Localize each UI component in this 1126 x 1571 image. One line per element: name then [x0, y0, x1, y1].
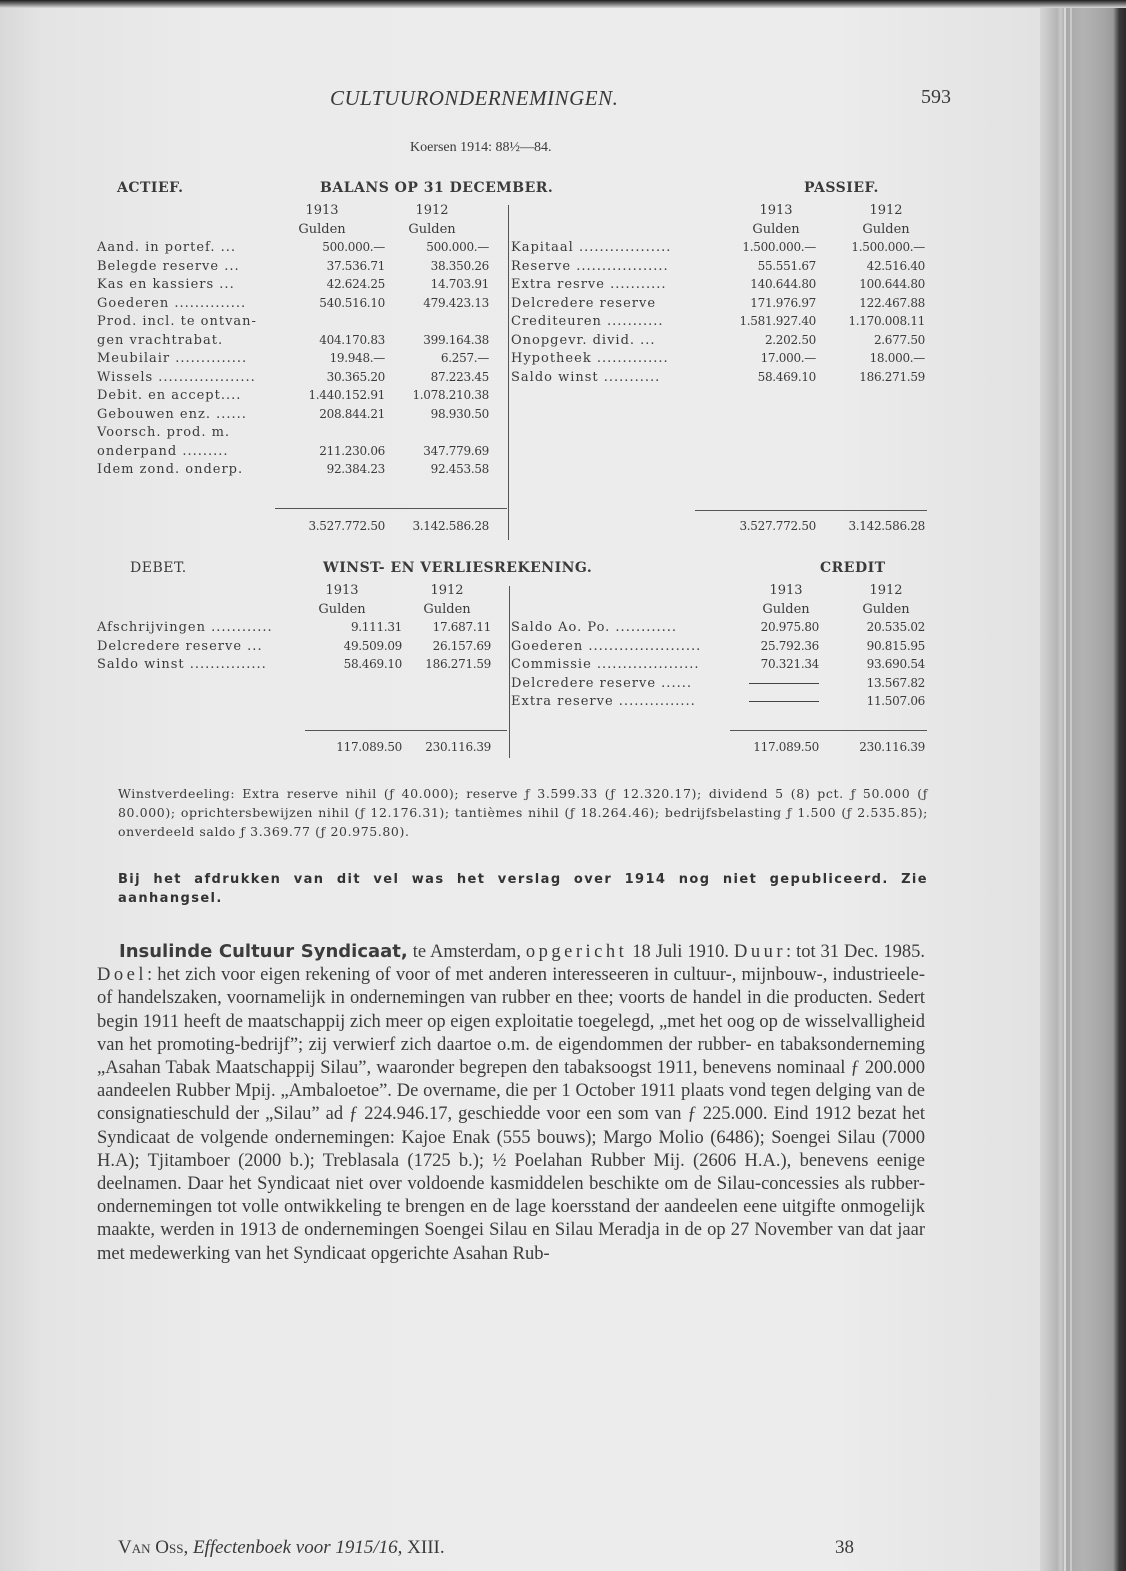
actief-total-rule [275, 508, 507, 509]
footer-author: Van Oss [118, 1537, 184, 1558]
value-1912: 500.000.— [426, 240, 489, 254]
page-footer: Van Oss, Effectenboek voor 1915/16, XIII. [118, 1537, 445, 1558]
value-1912: 1.078.210.38 [412, 388, 489, 402]
row-label: Belegde reserve ... [97, 258, 240, 274]
table-row [511, 370, 931, 389]
table-row [97, 240, 507, 259]
row-label: Debit. en accept.... [97, 388, 242, 403]
opgericht-label: opgericht [525, 942, 628, 962]
table-row [97, 639, 507, 658]
debet-total-row: 117.089.50 230.116.39 [336, 740, 491, 754]
value-1913: 500.000.— [322, 240, 385, 254]
unit-gulden: Gulden [408, 221, 456, 237]
row-label: Extra reserve ............... [511, 694, 696, 709]
value-1912: 18.000.— [869, 351, 925, 365]
value-1912: 6.257.— [440, 351, 489, 365]
row-label: Wissels ................... [97, 369, 256, 385]
row-label: Saldo Ao. Po. ............ [511, 620, 678, 635]
row-label: Kapitaal .................. [511, 240, 672, 255]
value-1913: 58.469.10 [343, 657, 402, 671]
row-label: Delcredere reserve [511, 295, 657, 311]
value-1913: 37.536.71 [326, 258, 385, 273]
publication-notice: Bij het afdrukken van dit vel was het verslag over 1914 nog niet gepubliceerd. Zie aanhangsel. [118, 872, 928, 906]
passief-total-row: 3.527.772.50 3.142.586.28 [739, 519, 925, 533]
row-label: Saldo winst ............... [97, 657, 267, 672]
doel-label: Doel [97, 965, 147, 986]
value-1913: 17.000.— [760, 351, 816, 365]
table-row [97, 314, 507, 333]
value-1913: 42.624.25 [326, 277, 385, 291]
value-1912: 100.644.80 [859, 277, 925, 291]
table-row [97, 462, 507, 481]
row-label: Commissie .................... [511, 657, 700, 672]
value-1912: 11.507.06 [866, 694, 925, 708]
value-1913: 1.581.927.40 [739, 314, 816, 328]
credit-total-rule [730, 730, 927, 731]
wv-divider [509, 586, 510, 758]
table-row [97, 333, 507, 352]
table-row [97, 277, 507, 296]
value-1913 [749, 694, 819, 708]
table-row [511, 240, 931, 259]
value-1913: 92.384.23 [326, 462, 385, 476]
company-article: Insulinde Cultuur Syndicaat, te Amsterdam, opgericht 18 Juli 1910. Duur: tot 31 Dec. 1985. Doel: het zich voor eigen rekening of voor of met anderen interesseeren in cultuur-, mijnbouw-, industrieele- of handelszaken, voornamelijk in ondernemingen van rubber en thee; voorts de handel in die producten. Sedert begin 1911 heeft de maatschappij zich meer op eigen exploitatie toegelegd, „met het oog op de wisselvalligheid van het promoting-bedrijf”; zij verwierf zich daartoe o.m. de eigendommen der rubber- en tabaksonderneming „Asahan Tabak Maatschappij Silau”, waaronder begrepen den tabaksoogst 1911, benevens nominaal ƒ 200.000 aandeelen Rubber Mpij. „Ambaloetoe”. De overname, die per 1 October 1911 plaats vond tegen delging van de consignatieschuld der „Silau” ad ƒ 224.946.17, geschiedde voor een som van ƒ 225.000. Eind 1912 bezat het Syndicaat de volgende ondernemingen: Kajoe Enak (555 bouws); Margo Molio (6486); Soengei Silau (7000 H.A); Tjitamboer (2000 b.); Treblasala (1725 b.); ½ Poelahan Rubber Mij. (2606 H.A.), benevens eenige deelnamen. Daar het Syndicaat niet over voldoende kasmiddelen beschikte om de Silau-concessies als rubber-ondernemingen tot volle ontwikkeling te brengen en de lage koersstand der aandeelen eene uitgifte onmogelijk maakte, werden in 1913 de ondernemingen Soengei Silau en Silau Meradja in de op 27 November van dat jaar met medewerking van het Syndicaat opgerichte Asahan Rub- [97, 941, 925, 1264]
article-body: : het zich voor eigen rekening of voor of met anderen interesseeren in cultuur-, mijnbouw-, industrieele- of handelszaken, voornamelijk in ondernemingen van rubber en thee; voorts de handel in die producten. Sedert begin 1911 heeft de maatschappij zich meer op eigen exploitatie toegelegd, „met het oog op de wisselvalligheid van het promoting-bedrijf”; zij verwierf zich daartoe o.m. de eigendommen der rubber- en tabaksonderneming „Asahan Tabak Maatschappij Silau”, waaronder begrepen den tabaksoogst 1911, benevens nominaal ƒ 200.000 aandeelen Rubber Mpij. „Ambaloetoe”. De overname, die per 1 October 1911 plaats vond tegen delging van de consignatieschuld der „Silau” ad ƒ 224.946.17, geschiedde voor een som van ƒ 225.000. Eind 1912 bezat het Syndicaat de volgende ondernemingen: Kajoe Enak (555 bouws); Margo Molio (6486); Soengei Silau (7000 H.A); Tjitamboer (2000 b.); Treblasala (1725 b.); ½ Poelahan Rubber Mij. (2606 H.A.), benevens eenige deelnamen. Daar het Syndicaat niet over voldoende kasmiddelen beschikte om de Silau-concessies als rubber-ondernemingen tot volle ontwikkeling te brengen en de lage koersstand der aandeelen eene uitgifte onmogelijk maakte, werden in 1913 de ondernemingen Soengei Silau en Silau Meradja in de op 27 November van dat jaar met medewerking van het Syndicaat opgerichte Asahan Rub- [97, 965, 925, 1264]
value-1913: 1.500.000.— [742, 240, 816, 254]
value-1912: 38.350.26 [430, 258, 489, 273]
actief-table [97, 203, 507, 481]
page-stack-edge [1040, 0, 1126, 1571]
debet-table: 1913 1912 Gulden Gulden Afschrijvingen ............ 9.111.31 17.687.11 Delcredere reserve ... 49.509.09 26.157.69 Saldo winst ............... 58.469.10 186.271.59 [97, 583, 507, 676]
row-label: Afschrijvingen ............ [97, 620, 273, 635]
actief-title: ACTIEF. [117, 180, 184, 196]
row-label: Aand. in portef. ... [97, 240, 237, 255]
koersen-line: Koersen 1914: 88½—84. [410, 140, 552, 155]
row-label: Reserve .................. [511, 258, 669, 274]
value-1912: 87.223.45 [430, 369, 489, 384]
row-label: Meubilair .............. [97, 351, 248, 366]
table-row [511, 351, 931, 370]
row-label: Idem zond. onderp. [97, 462, 244, 477]
value-1913: 540.516.10 [319, 295, 385, 310]
row-label: Delcredere reserve ... [97, 638, 263, 654]
row-label: Hypotheek .............. [511, 351, 669, 366]
row-label: Goederen ...................... [511, 638, 702, 654]
value-1913: 404.170.83 [319, 332, 385, 347]
credit-table: 1913 1912 Gulden Gulden Saldo Ao. Po. ............ 20.975.80 20.535.02 Goederen ...................... 25.792.36 90.815.95 Commissie .................... 70.321.34 93.690.54 Delcredere reserve ...... 13.567.82 Extra reserve ............... 11.507.06 [511, 583, 931, 713]
table-row [511, 296, 931, 315]
passief-table: 1913 1912 Gulden Gulden Kapitaal .................. 1.500.000.— 1.500.000.— Reserve .................. 55.551.67 42.516.40 Extra resrve ........... 140.644.80 100.644.80 Delcredere reserve 171.976.97 122.467.88 Crediteuren ........... 1.581.927.40 1.170.008.11 Onopgevr. divid. ... 2.202.50 2.677.50 Hypotheek .............. 17.000.— 18.000.— Saldo winst ........... 58.469.10 186.271.59 [511, 203, 931, 388]
credit-title: CREDIT [820, 560, 886, 576]
table-row [511, 333, 931, 352]
table-row [511, 314, 931, 333]
value-1913: 25.792.36 [760, 638, 819, 653]
table-row [97, 425, 507, 444]
table-row [97, 370, 507, 389]
value-1913: 49.509.09 [343, 638, 402, 653]
table-row [97, 444, 507, 463]
value-1912: 1.500.000.— [851, 240, 925, 254]
value-1912: 122.467.88 [859, 295, 925, 310]
table-row [97, 259, 507, 278]
balans-divider [508, 205, 509, 540]
value-1912: 93.690.54 [866, 657, 925, 671]
row-label: Prod. incl. te ontvan- [97, 314, 257, 329]
table-row [511, 620, 931, 639]
value-1912: 42.516.40 [866, 258, 925, 273]
value-1913: 19.948.— [329, 351, 385, 365]
row-label: gen vrachtrabat. [97, 332, 224, 348]
value-1912: 17.687.11 [432, 620, 491, 634]
row-label: Saldo winst ........... [511, 369, 661, 385]
table-row [97, 351, 507, 370]
value-1913: 55.551.67 [757, 258, 816, 273]
row-label: Gebouwen enz. ...... [97, 406, 247, 422]
value-1913: 208.844.21 [319, 406, 385, 421]
row-label: Onopgevr. divid. ... [511, 332, 656, 348]
table-row [511, 676, 931, 695]
value-1912: 26.157.69 [432, 638, 491, 653]
value-1913: 58.469.10 [757, 369, 816, 384]
unit-gulden: Gulden [298, 221, 346, 237]
row-label: Kas en kassiers ... [97, 277, 235, 292]
value-1912: 1.170.008.11 [848, 314, 925, 328]
value-1913: 30.365.20 [326, 369, 385, 384]
table-row [511, 259, 931, 278]
table-row [97, 296, 507, 315]
table-row [511, 277, 931, 296]
value-1913: 9.111.31 [350, 620, 402, 634]
credit-total-row: 117.089.50 230.116.39 [753, 740, 925, 754]
passief-total-rule [695, 510, 927, 511]
table-row [97, 388, 507, 407]
scan-top-shadow [0, 0, 1126, 8]
running-title: CULTUURONDERNEMINGEN. [330, 86, 619, 110]
year-1912: 1912 [415, 203, 449, 218]
value-1912: 186.271.59 [859, 369, 925, 384]
debet-title: DEBET. [130, 560, 187, 576]
value-1912: 186.271.59 [425, 657, 491, 671]
value-1913: 211.230.06 [319, 443, 385, 458]
company-name: Insulinde Cultuur Syndicaat, [119, 941, 408, 962]
value-1912: 14.703.91 [430, 277, 489, 291]
duur-label: Duur [733, 942, 786, 962]
row-label: Voorsch. prod. m. [97, 425, 231, 440]
value-1912: 13.567.82 [866, 675, 925, 690]
value-1912: 2.677.50 [873, 332, 925, 347]
sheet-number: 38 [835, 1537, 854, 1558]
passief-title: PASSIEF. [804, 180, 879, 196]
value-1912: 399.164.38 [423, 332, 489, 347]
winstverdeeling-paragraph: Winstverdeeling: Extra reserve nihil (ƒ 40.000); reserve ƒ 3.599.33 (ƒ 12.320.17); dividend 5 (8) pct. ƒ 50.000 (ƒ 80.000); oprichtersbewijzen nihil (ƒ 12.176.31); tantièmes nihil (ƒ 18.264.46); bedrijfsbelasting ƒ 1.500 (ƒ 2.535.85); onverdeeld saldo ƒ 3.369.77 (ƒ 20.975.80). [118, 786, 928, 839]
debet-total-rule [305, 730, 507, 731]
row-label: Goederen .............. [97, 295, 247, 311]
value-1913: 20.975.80 [760, 620, 819, 634]
value-1912: 90.815.95 [866, 638, 925, 653]
value-1912: 479.423.13 [423, 295, 489, 310]
year-1913: 1913 [305, 203, 339, 218]
winst-verlies-title: WINST- EN VERLIESREKENING. [323, 560, 593, 576]
table-row [511, 694, 931, 713]
table-row [511, 639, 931, 658]
value-1912: 98.930.50 [430, 406, 489, 421]
value-1912: 347.779.69 [423, 443, 489, 458]
value-1913: 171.976.97 [750, 295, 816, 310]
row-label: Crediteuren ........... [511, 314, 664, 329]
value-1912: 92.453.58 [430, 462, 489, 476]
actief-total-row: 3.527.772.50 3.142.586.28 [308, 519, 489, 533]
table-row [97, 407, 507, 426]
row-label: Delcredere reserve ...... [511, 675, 692, 691]
value-1913: 140.644.80 [750, 277, 816, 291]
value-1912: 20.535.02 [866, 620, 925, 634]
row-label: onderpand ......... [97, 443, 229, 459]
row-label: Extra resrve ........... [511, 277, 667, 292]
value-1913: 1.440.152.91 [308, 388, 385, 402]
value-1913: 2.202.50 [764, 332, 816, 347]
footer-book: Effectenboek voor 1915/16 [192, 1537, 398, 1558]
value-1913 [749, 676, 819, 690]
page-number: 593 [921, 86, 951, 108]
value-1913: 70.321.34 [760, 657, 819, 671]
balans-title: BALANS OP 31 DECEMBER. [320, 180, 554, 196]
table-row [97, 657, 507, 676]
table-row [511, 657, 931, 676]
table-row [97, 620, 507, 639]
